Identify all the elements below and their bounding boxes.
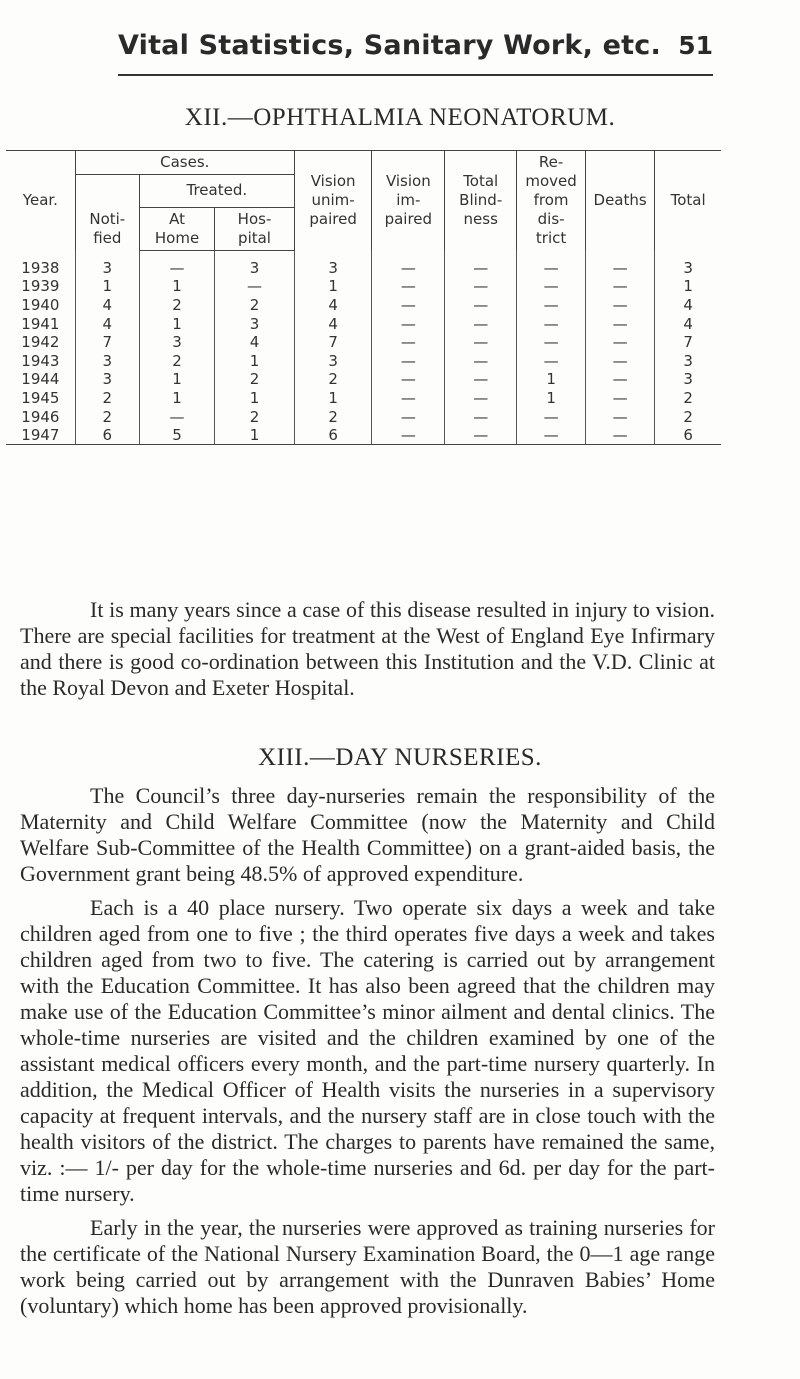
- year-cell: 1945: [6, 389, 75, 408]
- table-cell: 3: [294, 351, 372, 370]
- table-cell: —: [445, 426, 517, 445]
- table-cell: —: [517, 314, 586, 333]
- col-header-deaths: Deaths: [586, 151, 655, 251]
- table-cell: —: [586, 250, 655, 277]
- year-cell: 1938: [6, 250, 75, 277]
- table-cell: —: [517, 407, 586, 426]
- table-cell: —: [517, 296, 586, 315]
- table-cell: —: [517, 426, 586, 445]
- table-cell: —: [372, 314, 445, 333]
- table-cell: 2: [655, 407, 721, 426]
- table-cell: —: [517, 250, 586, 277]
- col-header-year: Year.: [6, 151, 75, 251]
- table-row: [6, 389, 721, 408]
- table-cell: 2: [139, 296, 214, 315]
- day-nurseries-paragraph: The Council’s three day-nurseries remain the responsibility of the Maternity and Child Welfare Committee (now the Maternity and Child Welfare Sub-Committee of the Health Committee) on a grant-aided basis, the Government grant being 48.5% of approved expenditure.: [20, 783, 715, 886]
- table-cell: —: [445, 407, 517, 426]
- table-cell: 1: [139, 370, 214, 389]
- table-cell: —: [586, 426, 655, 445]
- page-number: 51: [678, 31, 713, 60]
- table-cell: —: [586, 370, 655, 389]
- table-cell: 3: [215, 314, 295, 333]
- table-cell: —: [215, 277, 295, 296]
- table-cell: —: [586, 389, 655, 408]
- table-cell: 4: [655, 314, 721, 333]
- table-cell: 3: [294, 250, 372, 277]
- col-header-cases: Cases.: [75, 151, 294, 175]
- table-cell: 4: [75, 296, 139, 315]
- table-cell: 1: [294, 277, 372, 296]
- table-cell: —: [445, 333, 517, 352]
- table-cell: 3: [655, 351, 721, 370]
- table-cell: 6: [294, 426, 372, 445]
- section-heading-ophthalmia: XII.—OPHTHALMIA NEONATORUM.: [184, 104, 616, 131]
- ophthalmia-paragraph: It is many years since a case of this disease resulted in injury to vision. There are special facilities for treatment at the West of England Eye Infirmary and there is good co-ordination between this Institution and the V.D. Clinic at the Royal Devon and Exeter Hospital.: [20, 597, 715, 700]
- col-header-vision-unimpaired: Vision unim- paired: [294, 151, 372, 251]
- table-cell: —: [372, 389, 445, 408]
- table-cell: 2: [75, 389, 139, 408]
- table-cell: 1: [215, 426, 295, 445]
- table-cell: 6: [75, 426, 139, 445]
- table-cell: —: [586, 407, 655, 426]
- table-cell: 3: [75, 370, 139, 389]
- table-row: [6, 426, 721, 445]
- table-cell: —: [586, 314, 655, 333]
- year-cell: 1944: [6, 370, 75, 389]
- table-cell: 2: [215, 296, 295, 315]
- table-cell: —: [445, 314, 517, 333]
- table-cell: 2: [294, 370, 372, 389]
- col-header-total-blindness: Total Blind- ness: [445, 151, 517, 251]
- ophthalmia-table-body: [6, 250, 721, 445]
- table-cell: 7: [294, 333, 372, 352]
- table-row: [6, 333, 721, 352]
- table-cell: 1: [139, 314, 214, 333]
- table-cell: 3: [75, 351, 139, 370]
- day-nurseries-text: [20, 783, 715, 1319]
- col-header-at-home: At Home: [139, 207, 214, 250]
- table-cell: —: [517, 277, 586, 296]
- table-cell: —: [372, 250, 445, 277]
- table-cell: 1: [215, 389, 295, 408]
- table-cell: 7: [75, 333, 139, 352]
- table-cell: —: [445, 370, 517, 389]
- table-cell: 1: [517, 370, 586, 389]
- table-cell: 6: [655, 426, 721, 445]
- page-header: [118, 30, 713, 76]
- col-header-notified: Noti- fied: [75, 175, 139, 251]
- table-cell: —: [586, 333, 655, 352]
- col-header-vision-impaired: Vision im- paired: [372, 151, 445, 251]
- year-cell: 1943: [6, 351, 75, 370]
- table-cell: —: [586, 351, 655, 370]
- table-cell: —: [517, 351, 586, 370]
- table-row: [6, 351, 721, 370]
- table-cell: 4: [655, 296, 721, 315]
- table-cell: 2: [294, 407, 372, 426]
- col-header-hospital: Hos- pital: [215, 207, 295, 250]
- table-cell: —: [445, 277, 517, 296]
- table-row: [6, 250, 721, 277]
- table-cell: 1: [517, 389, 586, 408]
- year-cell: 1942: [6, 333, 75, 352]
- col-header-total: Total: [655, 151, 721, 251]
- table-cell: —: [445, 296, 517, 315]
- table-cell: 7: [655, 333, 721, 352]
- ophthalmia-table: [6, 150, 721, 445]
- table-cell: 1: [215, 351, 295, 370]
- table-cell: —: [372, 426, 445, 445]
- year-cell: 1947: [6, 426, 75, 445]
- table-cell: —: [586, 296, 655, 315]
- table-cell: 1: [75, 277, 139, 296]
- table-cell: —: [372, 370, 445, 389]
- table-cell: 1: [294, 389, 372, 408]
- table-cell: 4: [294, 314, 372, 333]
- table-cell: —: [445, 250, 517, 277]
- table-cell: —: [517, 333, 586, 352]
- table-cell: —: [139, 407, 214, 426]
- table-row: [6, 314, 721, 333]
- table-row: [6, 277, 721, 296]
- year-cell: 1940: [6, 296, 75, 315]
- table-cell: —: [139, 250, 214, 277]
- table-cell: —: [445, 351, 517, 370]
- table-cell: 4: [75, 314, 139, 333]
- table-cell: 1: [139, 389, 214, 408]
- table-cell: —: [372, 333, 445, 352]
- table-cell: 2: [215, 407, 295, 426]
- table-cell: —: [372, 296, 445, 315]
- table-cell: 2: [215, 370, 295, 389]
- col-header-removed: Re- moved from dis- trict: [517, 151, 586, 251]
- table-cell: —: [372, 351, 445, 370]
- table-row: [6, 296, 721, 315]
- table-cell: 2: [139, 351, 214, 370]
- table-cell: 3: [139, 333, 214, 352]
- table-row: [6, 370, 721, 389]
- table-cell: 4: [294, 296, 372, 315]
- table-cell: —: [445, 389, 517, 408]
- table-cell: —: [372, 277, 445, 296]
- year-cell: 1946: [6, 407, 75, 426]
- table-cell: 3: [215, 250, 295, 277]
- table-cell: —: [586, 277, 655, 296]
- table-cell: 2: [75, 407, 139, 426]
- table-cell: 5: [139, 426, 214, 445]
- table-cell: 3: [75, 250, 139, 277]
- table-row: [6, 407, 721, 426]
- table-cell: —: [372, 407, 445, 426]
- table-cell: 3: [655, 370, 721, 389]
- table-cell: 2: [655, 389, 721, 408]
- year-cell: 1941: [6, 314, 75, 333]
- table-cell: 1: [139, 277, 214, 296]
- year-cell: 1939: [6, 277, 75, 296]
- ophthalmia-paragraph-block: [20, 597, 715, 701]
- day-nurseries-paragraph: Early in the year, the nurseries were approved as training nurseries for the certificate of the National Nursery Examination Board, the 0—1 age range work being carried out by arrangement with the Dunraven Babies’ Home (voluntary) which home has been approved provisionally.: [20, 1215, 715, 1318]
- table-cell: 4: [215, 333, 295, 352]
- running-title: Vital Statistics, Sanitary Work, etc.: [118, 30, 661, 61]
- section-heading-day-nurseries: XIII.—DAY NURSERIES.: [258, 744, 542, 771]
- table-cell: 1: [655, 277, 721, 296]
- table-cell: 3: [655, 250, 721, 277]
- col-header-treated: Treated.: [139, 175, 294, 208]
- day-nurseries-paragraph: Each is a 40 place nursery. Two operate six days a week and take children aged from one to five ; the third operates five days a week and takes children aged from two to five. The catering is carried out by arrangement with the Education Committee. It has also been agreed that the children may make use of the Education Committee’s minor ailment and dental clinics. The whole-time nurseries are visited and the children examined by one of the assistant medical officers every month, and the part-time nursery quarterly. In addition, the Medical Officer of Health visits the nurseries in a supervisory capacity at frequent intervals, and the nursery staff are in close touch with the health visitors of the district. The charges to parents have remained the same, viz. :— 1/- per day for the whole-time nurseries and 6d. per day for the part-time nursery.: [20, 895, 715, 1206]
